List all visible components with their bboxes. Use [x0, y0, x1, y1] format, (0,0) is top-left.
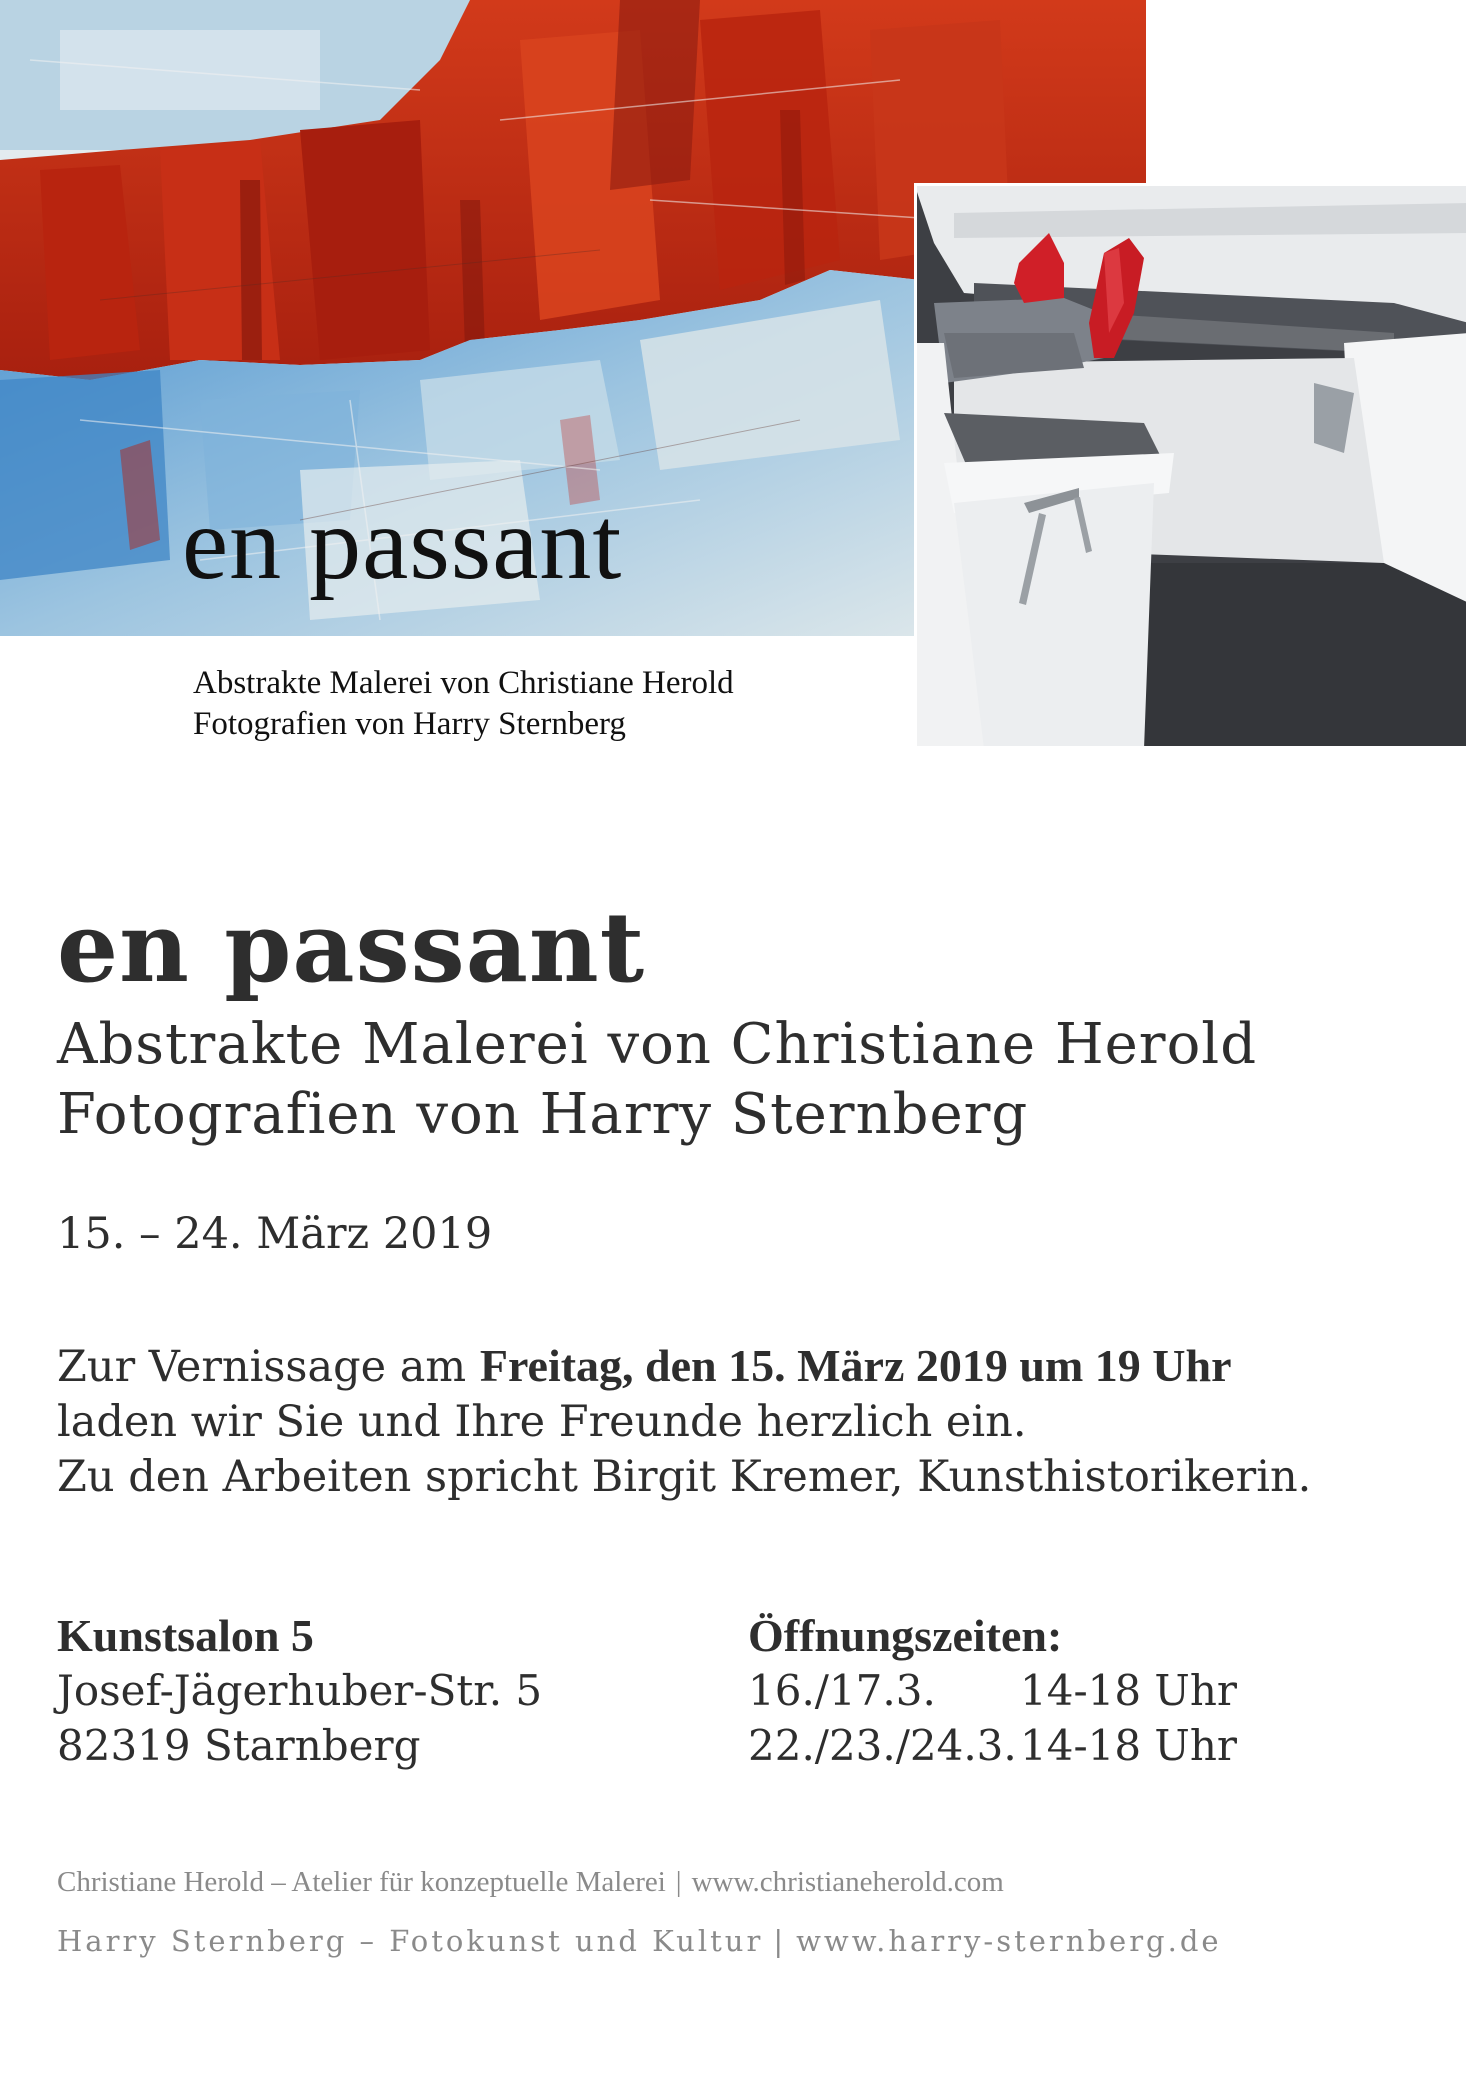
exhibition-subtitles — [57, 1010, 1257, 1150]
caption-photographer-line: Fotografien von Harry Sternberg — [193, 706, 626, 742]
vernissage-datetime: Freitag, den 15. März 2019 um 19 Uhr — [479, 1340, 1232, 1391]
invitation-line-3: Zu den Arbeiten spricht Birgit Kremer, Kunsthistorikerin. — [57, 1452, 1312, 1502]
subtitle-painter: Abstrakte Malerei von Christiane Herold — [57, 1012, 1258, 1077]
vernissage-invitation — [57, 1338, 1311, 1505]
image-caption — [193, 663, 734, 745]
hours-row-time: 14-18 Uhr — [1020, 1666, 1237, 1715]
hours-row-dates: 22./23./24.3. — [748, 1721, 1017, 1770]
photo-artwork — [914, 183, 1469, 749]
invitation-intro: Zur Vernissage am — [57, 1342, 480, 1392]
venue-name: Kunstsalon 5 — [57, 1610, 314, 1661]
venue-address — [57, 1608, 542, 1773]
venue-street: Josef-Jägerhuber-Str. 5 — [57, 1666, 543, 1715]
footer — [57, 1862, 1222, 1961]
footer-photographer-url[interactable]: www.harry-sternberg.de — [796, 1924, 1222, 1958]
opening-hours — [748, 1608, 1237, 1773]
footer-painter-url[interactable]: www.christianeherold.com — [691, 1866, 1004, 1898]
painting-title-text: en passant — [182, 486, 623, 601]
venue-city: 82319 Starnberg — [57, 1721, 421, 1770]
footer-painter-name: Christiane Herold – Atelier für konzeptuelle Malerei — [57, 1866, 666, 1898]
hours-row-time: 14-18 Uhr — [1020, 1721, 1237, 1770]
caption-painter-line: Abstrakte Malerei von Christiane Herold — [193, 665, 734, 701]
footer-photographer-line — [57, 1921, 1222, 1961]
bench-boots-photo — [914, 183, 1469, 749]
hours-row — [748, 1663, 1237, 1718]
hours-row — [748, 1718, 1237, 1773]
exhibition-dates: 15. – 24. März 2019 — [57, 1209, 493, 1259]
subtitle-photographer: Fotografien von Harry Sternberg — [57, 1082, 1029, 1147]
exhibition-title: en passant — [57, 891, 646, 1004]
footer-painter-line — [57, 1862, 1222, 1902]
hours-row-dates: 16./17.3. — [748, 1666, 936, 1715]
footer-separator: | — [773, 1924, 787, 1958]
invitation-line-1 — [57, 1338, 1311, 1395]
opening-hours-heading: Öffnungszeiten: — [748, 1610, 1063, 1661]
invitation-line-2: laden wir Sie und Ihre Freunde herzlich ein. — [57, 1397, 1027, 1447]
footer-separator: | — [675, 1866, 682, 1898]
footer-photographer-name: Harry Sternberg – Fotokunst und Kultur — [57, 1924, 764, 1958]
